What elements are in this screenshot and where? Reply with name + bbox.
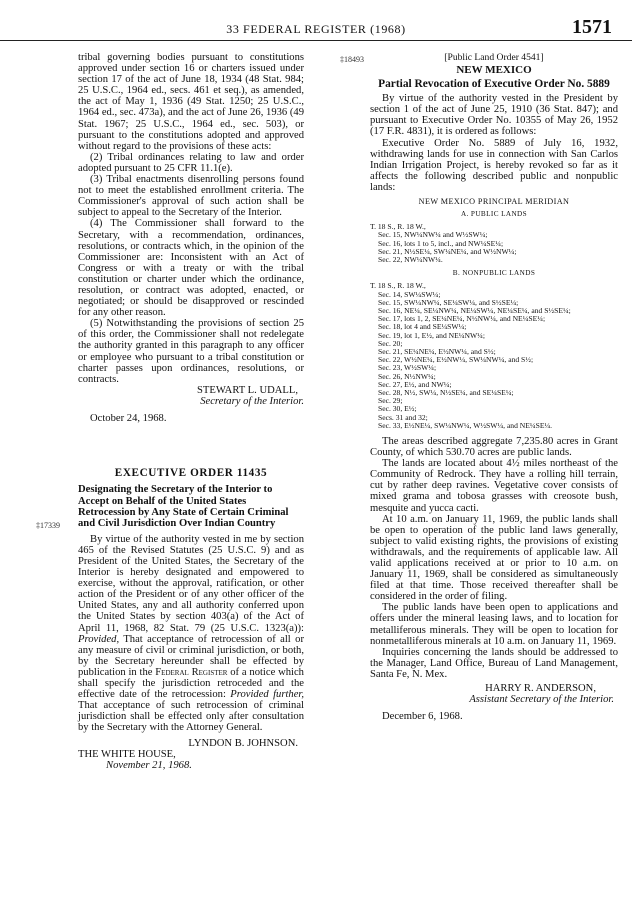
text-run: By virtue of the authority vested in me by section 465 of the Revised Statutes (25 U.S.C. 9) and as President of the United States, the Secretary of the Interior is hereby designated and empowered to exercise, without the approval, ratification, or other action of the President or of any other officer of the United States, any and all authority conferred upon the United States by section 403(a) of the Act of April 11, 1968, 82 Stat. 79 (25 U.S.C. 1323(a)):: [78, 533, 304, 634]
land-description-line: Sec. 16, lots 1 to 5, incl., and NW¼SE¼;: [378, 238, 504, 248]
land-description-line: Sec. 21, N½SE¼, SW¼NE¼, and W½NW¼;: [378, 246, 517, 256]
signature-date: November 21, 1968.: [106, 759, 192, 771]
paragraph: The lands are located about 4½ miles northeast of the Community of Redrock. They have a rolling hill terrain, cut by rather deep ravines. Vegetative cover consists of mixed grama and tobosa grasses with creosote bush, mesquite and yucca cacti.: [370, 458, 618, 514]
land-description-line: Sec. 27, E½, and NW¼;: [378, 379, 452, 389]
signature-name: LYNDON B. JOHNSON.: [188, 737, 298, 749]
land-description-line: Sec. 15, NW¼NW¼ and W½SW¼;: [378, 230, 488, 240]
land-description-line: Sec. 30, E½;: [378, 404, 417, 414]
nonpublic-lands-heading: B. NONPUBLIC LANDS: [452, 269, 536, 278]
land-description-line: Secs. 31 and 32;: [378, 412, 428, 422]
public-land-order-number: [Public Land Order 4541]: [444, 52, 544, 63]
document-subtitle: Partial Revocation of Executive Order No. 5889: [378, 78, 610, 91]
land-description-line: Sec. 22, NW¼NW¼.: [378, 255, 443, 265]
page-number: 1571: [572, 16, 612, 38]
executive-order-subtitle: Designating the Secretary of the Interior to Accept on Behalf of the United States Retrocession by Any State of Certain Criminal and Civil Jurisdiction Over Indian Country: [78, 484, 289, 530]
executive-order-body: [78, 534, 304, 734]
paragraph: tribal governing bodies pursuant to constitutions approved under section 16 or charters issued under section 17 of the act of June 18, 1934 (48 Stat. 984; 25 U.S.C., 1964 ed., secs. 461 et seq.), as amended, the act of May 1, 1936 (49 Stat. 1250; 25 U.S.C., 1964 ed., sec. 473a), and the act of June 26, 1936 (49 Stat. 1967; 25 U.S.C., 1964 ed., sec. 503), or pursuant to the constitutions adopted and approved without regard to the provisions of these acts:: [78, 52, 304, 152]
margin-note-right: ‡18493: [340, 55, 364, 64]
margin-note-left: ‡17339: [36, 521, 60, 530]
signature-date: October 24, 1968.: [90, 413, 167, 424]
left-column: [78, 52, 304, 771]
public-lands-heading: A. PUBLIC LANDS: [460, 210, 528, 219]
land-description-line: Sec. 15, SW¼NW¼, SE¼SW¼, and S½SE¼;: [378, 297, 519, 307]
land-description-line: Sec. 23, W½SW¼;: [378, 363, 437, 373]
signature-date: December 6, 1968.: [382, 711, 463, 723]
paragraph: The public lands have been open to applications and offers under the mineral leasing laws, and to location for metalliferous minerals. They will be open to location for nonmetalliferous minerals at 10 a.m. on January 11, 1969.: [370, 602, 618, 647]
document-title: NEW MEXICO: [456, 64, 532, 77]
land-description-line: Sec. 17, lots 1, 2, SE¼NE¼, N½NW¼, and NE¼SE¼;: [378, 314, 546, 324]
signature-name: STEWART L. UDALL,: [197, 384, 298, 396]
paragraph: At 10 a.m. on January 11, 1969, the public lands shall be open to operation of the public land laws generally, subject to valid existing rights, the provisions of existing withdrawals, and the requirements of applicable law. All valid applications received at or prior to 10 a.m. on January 11, 1969, shall be considered as simultaneously filed at that time. Those received thereafter shall be considered in the order of filing.: [370, 513, 618, 603]
township-line: T. 18 S., R. 18 W.,: [370, 222, 426, 232]
land-description-line: Sec. 33, E½NE¼, SW¼NW¼, W½SW¼, and NE¼SE¼.: [378, 420, 553, 430]
text-run-smallcaps: Federal Register: [155, 666, 228, 678]
nonpublic-lands-list: [370, 282, 618, 430]
paragraph: (4) The Commissioner shall forward to the Secretary, with a recommendation, ordinances, resolutions, or contracts which, in the opinion of the Commissioner are: Inconsistent with an Act of Congress or with a treaty or with the tribal constitution or charter under which the ordinance, resolution, or contract was adopted, enacted, or negotiated; or should be disapproved or rescinded for any other reason.: [78, 218, 304, 319]
paragraph: (3) Tribal enactments disenrolling persons found not to meet the established enrollment criteria. The Commissioner's approval of such action shall be subject to appeal to the Secretary of the Interior.: [78, 174, 304, 219]
text-run: That acceptance of retrocession of all or any measure of civil or criminal jurisdiction, or both, by the Secretary hereunder shall be effected by publication in the: [78, 633, 304, 678]
paragraph: By virtue of the authority vested in the President by section 1 of the act of June 25, 1910 (36 Stat. 847); and pursuant to Executive Order No. 10355 of May 26, 1952 (17 F.R. 4831), it is ordered as follows:: [370, 93, 618, 138]
paragraph: Executive Order No. 5889 of July 16, 1932, withdrawing lands for use in connection with San Carlos Indian Irrigation Project, is hereby revoked so far as it affects the following described public and nonpublic lands:: [370, 137, 618, 193]
paragraph: The areas described aggregate 7,235.80 acres in Grant County, of which 530.70 acres are public lands.: [370, 435, 618, 459]
land-description-line: Sec. 14, SW¼SW¼;: [378, 289, 441, 299]
meridian-heading: NEW MEXICO PRINCIPAL MERIDIAN: [418, 197, 570, 207]
signature-place: THE WHITE HOUSE,: [78, 748, 176, 760]
text-run-italic: Provided further,: [230, 689, 304, 701]
paragraph: (2) Tribal ordinances relating to law and order adopted pursuant to 25 CFR 11.1(e).: [78, 151, 304, 174]
paragraph: (5) Notwithstanding the provisions of section 25 of this order, the Commissioner shall not redelegate the authority granted in this paragraph to any officer or employee who pursuant to a tribal constitution or charter passes upon ordinances, resolutions, or contracts.: [78, 318, 304, 385]
land-description-line: Sec. 26, N½NW¼;: [378, 371, 436, 381]
land-description-line: Sec. 19, lot 1, E½, and NE¼NW¼;: [378, 330, 485, 340]
land-description-line: Sec. 22, W½NE¼, E½NW¼, SW¼NW¼, and S½;: [378, 355, 534, 365]
running-head: 33 FEDERAL REGISTER (1968): [226, 22, 406, 36]
text-run-italic: Provided,: [78, 633, 120, 645]
right-column: [370, 52, 618, 722]
text-run: of a notice which shall specify the jurisdiction retroceded and the effective date of the retrocession:: [78, 666, 304, 701]
land-description-line: Sec. 16, NE¼, SE¼NW¼, NE¼SW¼, NE¼SE¼, and S½SE¼;: [378, 305, 571, 315]
signature-title: Assistant Secretary of the Interior.: [469, 694, 614, 706]
signature-name: HARRY R. ANDERSON,: [485, 683, 596, 695]
paragraph: Inquiries concerning the lands should be addressed to the Manager, Land Office, Bureau of Land Management, Santa Fe, N. Mex.: [370, 646, 618, 680]
land-description-line: Sec. 20;: [378, 338, 403, 348]
land-description-line: Sec. 18, lot 4 and SE¼SW¼;: [378, 322, 467, 332]
signature-title: Secretary of the Interior.: [200, 395, 304, 407]
land-description-line: Sec. 21, SE¼NE¼, E½NW¼, and S½;: [378, 346, 496, 356]
land-description-line: Sec. 28, N½, SW¼, N½SE¼, and SE¼SE¼;: [378, 387, 514, 397]
text-run: That acceptance of such retrocession of criminal jurisdiction shall be effected only after consultation by the Secretary with the Attorney General.: [78, 700, 304, 734]
land-description-line: Sec. 29;: [378, 396, 403, 406]
township-line: T. 18 S., R. 18 W.,: [370, 281, 426, 291]
page-header: [0, 6, 632, 41]
executive-order-title: EXECUTIVE ORDER 11435: [114, 467, 268, 480]
public-lands-list: [370, 223, 618, 264]
